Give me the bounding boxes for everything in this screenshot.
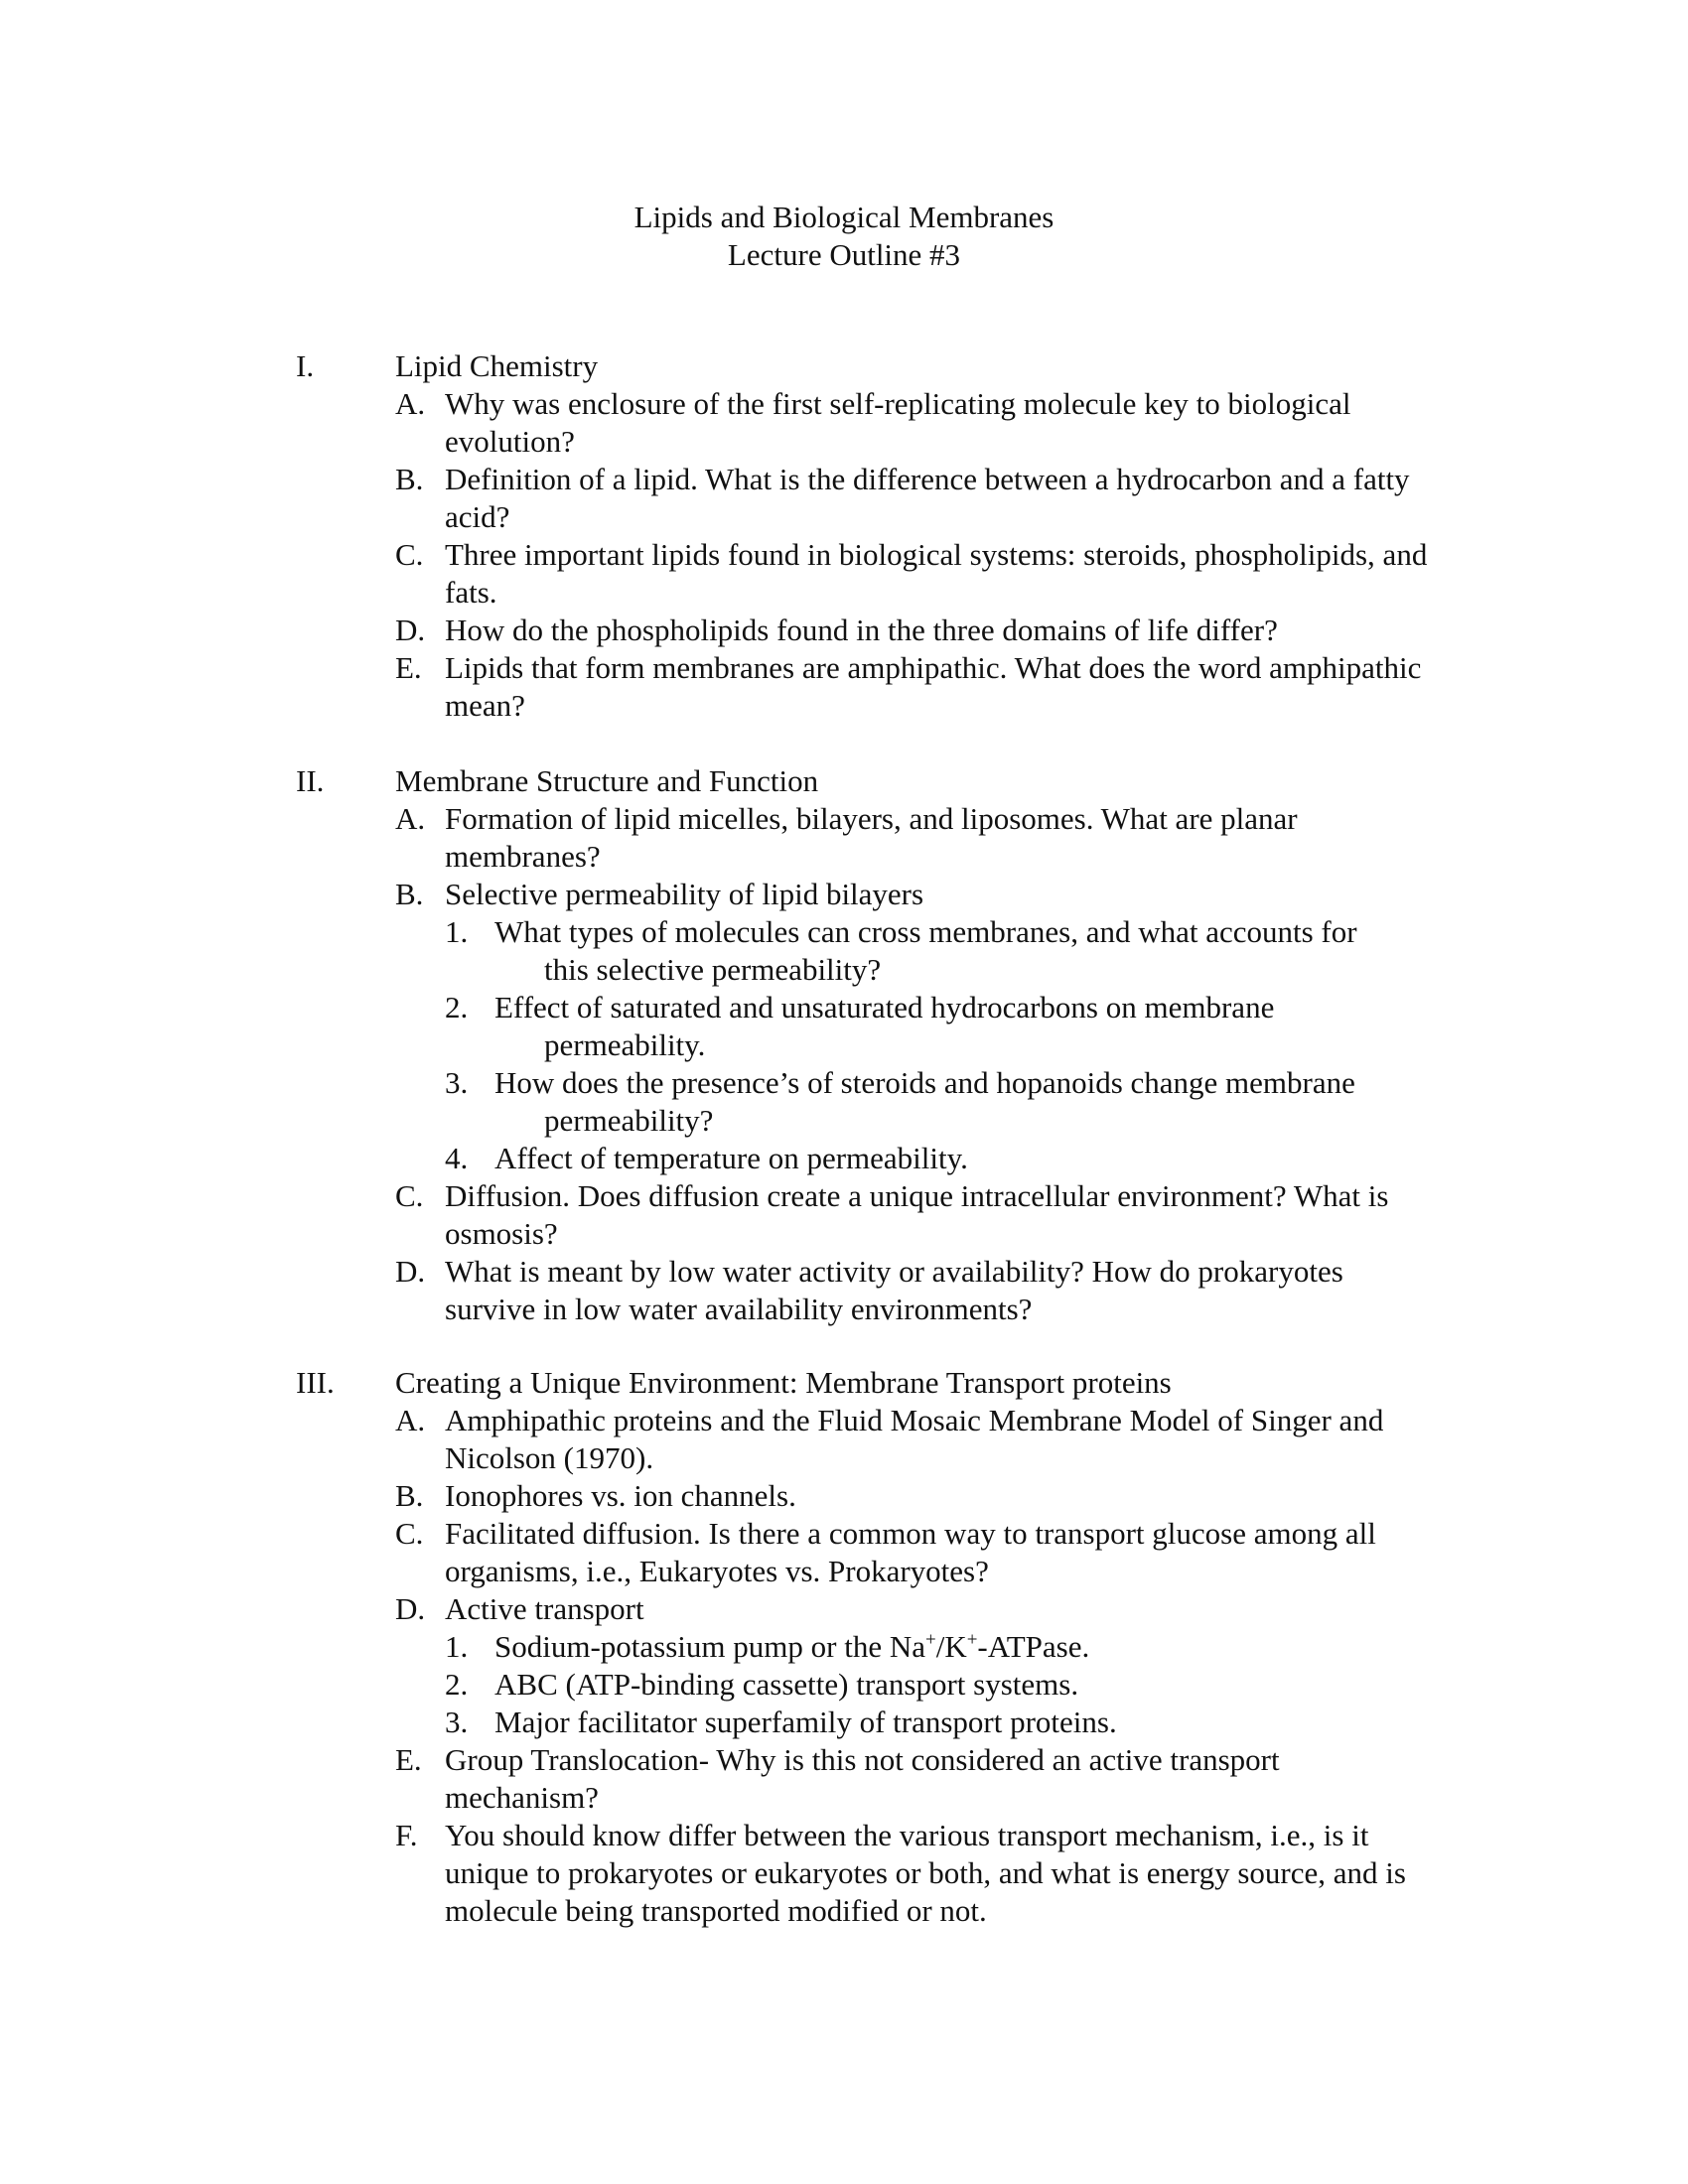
item-text: Three important lipids found in biological systems: steroids, phospholipids, and fats. xyxy=(445,537,1428,610)
subitem-text xyxy=(494,913,1438,989)
subitem-line: Effect of saturated and unsaturated hydrocarbons on membrane xyxy=(494,990,1275,1024)
subitem-marker: 2. xyxy=(445,1667,469,1702)
subitem-line: Affect of temperature on permeability. xyxy=(494,1141,968,1175)
subitem-line-continued: this selective permeability? xyxy=(544,952,882,987)
outline-item xyxy=(395,385,1438,461)
section-title: Membrane Structure and Function xyxy=(395,763,819,798)
subitem-text: Major facilitator superfamily of transport proteins. xyxy=(494,1705,1117,1739)
sub-items xyxy=(445,1628,1438,1741)
item-marker: D. xyxy=(395,1591,426,1626)
item-marker: B. xyxy=(395,1478,424,1513)
outline-subitem xyxy=(445,1704,1438,1741)
outline-item xyxy=(395,612,1438,649)
outline-item xyxy=(395,461,1438,536)
subitem-line: How does the presence’s of steroids and hopanoids change membrane xyxy=(494,1065,1355,1100)
item-marker: E. xyxy=(395,650,422,685)
subitem-text xyxy=(494,1064,1438,1140)
subitem-line-continued: permeability? xyxy=(544,1103,714,1138)
outline-subitem xyxy=(445,913,1438,989)
subitem-marker: 1. xyxy=(445,1629,469,1664)
item-text: You should know differ between the various transport mechanism, i.e., is it unique to prokaryotes or eukaryotes or both, and what is energy source, and is molecule being transported modified or not. xyxy=(445,1818,1406,1928)
item-text: What is meant by low water activity or availability? How do prokaryotes survive in low water availability environments? xyxy=(445,1254,1343,1326)
page-subtitle: Lecture Outline #3 xyxy=(727,237,961,272)
outline-item xyxy=(395,1477,1438,1515)
item-marker: D. xyxy=(395,613,426,647)
section-number: III. xyxy=(296,1365,335,1400)
outline-subitem xyxy=(445,1064,1438,1140)
section-number: II. xyxy=(296,763,325,798)
item-text: Ionophores vs. ion channels. xyxy=(445,1478,796,1513)
section-items xyxy=(395,1402,1438,1930)
subitem-marker: 2. xyxy=(445,990,469,1024)
outline-item xyxy=(395,649,1438,725)
page-title: Lipids and Biological Membranes xyxy=(633,200,1055,234)
outline-item xyxy=(395,1741,1438,1817)
outline-item xyxy=(395,1817,1438,1930)
section-number: I. xyxy=(296,348,315,383)
item-marker: C. xyxy=(395,537,424,572)
item-text: Diffusion. Does diffusion create a unique intracellular environment? What is osmosis? xyxy=(445,1178,1389,1251)
outline-item xyxy=(395,1402,1438,1477)
outline-item xyxy=(395,800,1438,876)
superscript-plus: + xyxy=(924,1629,936,1651)
outline-item xyxy=(395,536,1438,612)
outline-subitem xyxy=(445,1140,1438,1177)
subitem-line-continued: permeability. xyxy=(544,1027,706,1062)
outline-item xyxy=(395,876,1438,1177)
item-text: Formation of lipid micelles, bilayers, and liposomes. What are planar membranes? xyxy=(445,801,1298,874)
item-marker: C. xyxy=(395,1516,424,1551)
potassium-symbol: /K xyxy=(935,1629,967,1664)
outline-item xyxy=(395,1177,1438,1253)
outline-item xyxy=(395,1590,1438,1741)
item-marker: D. xyxy=(395,1254,426,1289)
section-title: Lipid Chemistry xyxy=(395,348,599,383)
subitem-text: ABC (ATP-binding cassette) transport systems. xyxy=(494,1667,1079,1702)
item-text: Why was enclosure of the first self-replicating molecule key to biological evolution? xyxy=(445,386,1351,459)
outline-subitem xyxy=(445,1666,1438,1704)
sodium-potassium-text: Sodium-potassium pump or the Na xyxy=(494,1629,925,1664)
outline-subitem xyxy=(445,989,1438,1064)
item-marker: A. xyxy=(395,801,426,836)
sub-items xyxy=(445,913,1438,1177)
atpase-text: -ATPase. xyxy=(977,1629,1090,1664)
item-text: Active transport xyxy=(445,1591,644,1626)
subitem-marker: 1. xyxy=(445,914,469,949)
item-text: Facilitated diffusion. Is there a common way to transport glucose among all organisms, i.e., Eukaryotes vs. Prokaryotes? xyxy=(445,1516,1376,1588)
subitem-marker: 4. xyxy=(445,1141,469,1175)
section-items xyxy=(395,800,1438,1328)
section-items xyxy=(395,385,1438,725)
outline-item xyxy=(395,1515,1438,1590)
item-marker: C. xyxy=(395,1178,424,1213)
item-marker: B. xyxy=(395,877,424,911)
section-title: Creating a Unique Environment: Membrane Transport proteins xyxy=(395,1365,1172,1400)
subitem-text xyxy=(494,989,1438,1064)
item-marker: A. xyxy=(395,1403,426,1437)
item-text: Amphipathic proteins and the Fluid Mosaic Membrane Model of Singer and Nicolson (1970). xyxy=(445,1403,1384,1475)
subitem-text xyxy=(494,1628,1438,1666)
outline-subitem xyxy=(445,1628,1438,1666)
item-text: Definition of a lipid. What is the difference between a hydrocarbon and a fatty acid? xyxy=(445,462,1410,534)
subitem-line: What types of molecules can cross membranes, and what accounts for xyxy=(494,914,1357,949)
item-marker: A. xyxy=(395,386,426,421)
item-text: Selective permeability of lipid bilayers xyxy=(445,877,924,911)
item-text: Lipids that form membranes are amphipathic. What does the word amphipathic mean? xyxy=(445,650,1422,723)
subitem-marker: 3. xyxy=(445,1065,469,1100)
item-text: How do the phospholipids found in the three domains of life differ? xyxy=(445,613,1278,647)
item-marker: E. xyxy=(395,1742,422,1777)
item-marker: F. xyxy=(395,1818,418,1852)
subitem-text xyxy=(494,1140,1438,1177)
subitem-marker: 3. xyxy=(445,1705,469,1739)
item-text: Group Translocation- Why is this not considered an active transport mechanism? xyxy=(445,1742,1280,1815)
item-marker: B. xyxy=(395,462,424,496)
outline-item xyxy=(395,1253,1438,1328)
superscript-plus: + xyxy=(966,1629,978,1651)
